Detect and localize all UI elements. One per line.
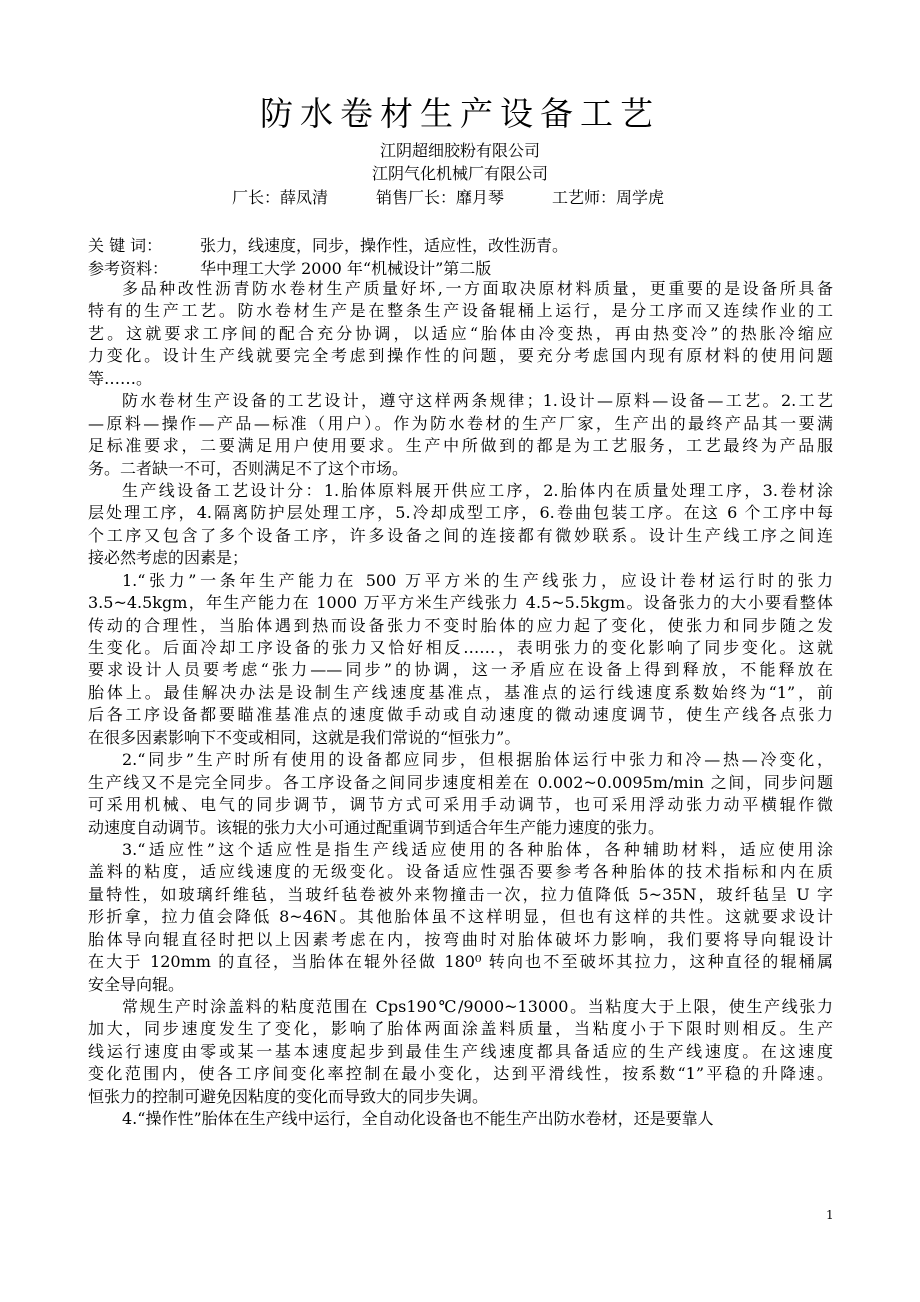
text-line: 线运行速度由零或某一基本速度起步到最佳生产线速度都具备适应的生产线速度。在这速度 (88, 1041, 833, 1061)
text-line: 传动的合理性，当胎体遇到热而设备张力不变时胎体的应力起了变化，使张力和同步随之发 (88, 615, 833, 635)
text-line: 足标准要求，二要满足用户使用要求。生产中所做到的都是为工艺服务，工艺最终为产品服 (88, 436, 833, 456)
document-body (88, 278, 833, 1131)
text-line: 2.“同步”生产时所有使用的设备都应同步，但根据胎体运行中张力和冷—热—冷变化， (122, 750, 833, 770)
text-line: 艺。这就要求工序间的配合充分协调，以适应“胎体由冷变热，再由热变冷”的热胀冷缩应 (88, 323, 833, 343)
company-2: 江阴气化机械厂有限公司 (371, 164, 548, 183)
text-line: 量特性，如玻璃纤维毡，当玻纤毡卷被外来物撞击一次，拉力值降低 5~35N，玻纤毡呈 U 字 (88, 884, 833, 904)
company-1: 江阴超细胶粉有限公司 (379, 141, 540, 160)
text-line: 要求设计人员要考虑“张力——同步”的协调，这一矛盾应在设备上得到释放，不能释放在 (88, 660, 833, 680)
sales-director: 销售厂长：靡月琴 (376, 188, 505, 207)
technologist: 工艺师：周学虎 (552, 188, 665, 207)
director: 厂长：薛凤清 (232, 188, 329, 207)
text-line: 1.“张力”一条年生产能力在 500 万平方米的生产线张力，应设计卷材运行时的张力 (122, 570, 833, 590)
text-line: 务。二者缺一不可，否则满足不了这个市场。 (88, 458, 409, 478)
keywords-line (88, 233, 568, 256)
text-line: 胎体上。最佳解决办法是设制生产线速度基准点，基准点的运行线速度系数始终为“1”，前 (88, 682, 833, 702)
page-number: 1 (826, 1208, 834, 1222)
people-line (232, 185, 664, 208)
keywords-label: 关 键 词： (88, 236, 163, 255)
text-line: 变化范围内，使各工序间变化率控制在最小变化，达到平滑线性，按系数“1”平稳的升降速。 (88, 1064, 833, 1084)
text-line: 在很多因素影响下不变或相同，这就是我们常说的“恒张力”。 (88, 727, 521, 747)
text-line: 接必然考虑的因素是； (88, 548, 249, 568)
reference-value: 华中理工大学 2000 年“机械设计”第二版 (200, 259, 492, 278)
text-line: 胎体导向辊直径时把以上因素考虑在内，按弯曲时对胎体破坏力影响，我们要将导向辊设计 (88, 929, 833, 949)
text-line: 盖料的粘度，适应线速度的无级变化。设备适应性强否要参考各种胎体的技术指标和内在质 (88, 862, 833, 882)
text-line: 在大于 120mm 的直径，当胎体在辊外径做 180⁰ 转向也不至破坏其拉力，这种直径的辊桶属 (88, 952, 833, 972)
text-line: 后各工序设备都要瞄准基准点的速度做手动或自动速度的微动速度调节，使生产线各点张力 (88, 705, 833, 725)
text-line: 特有的生产工艺。防水卷材生产是在整条生产设备辊桶上运行，是分工序而又连续作业的工 (88, 301, 833, 321)
text-line: 防水卷材生产设备的工艺设计，遵守这样两条规律；1.设计—原料—设备—工艺。2.工艺 (122, 391, 833, 411)
reference-label: 参考资料： (88, 259, 169, 278)
text-line: 形折拿，拉力值会降低 8~46N。其他胎体虽不这样明显，但也有这样的共性。这就要求设计 (88, 907, 833, 927)
document-title: 防水卷材生产设备工艺 (260, 94, 660, 133)
text-line: 3.5~4.5kgm，年生产能力在 1000 万平方米生产线张力 4.5~5.5kgm。设备张力的大小要看整体 (88, 593, 833, 613)
text-line: 生变化。后面冷却工序设备的张力又恰好相反……，表明张力的变化影响了同步变化。这就 (88, 638, 833, 657)
text-line: 等……。 (88, 368, 153, 388)
text-line: 安全导向辊。 (88, 974, 185, 994)
text-line: 力变化。设计生产线就要完全考虑到操作性的问题，要充分考虑国内现有原材料的使用问题 (88, 346, 833, 366)
keywords-value: 张力，线速度，同步，操作性，适应性，改性沥青。 (200, 236, 569, 255)
text-line: 4.“操作性”胎体在生产线中运行，全自动化设备也不能生产出防水卷材，还是要靠人 (122, 1109, 714, 1129)
reference-line (88, 256, 491, 279)
text-line: 个工序又包含了多个设备工序，许多设备之间的连接都有微妙联系。设计生产线工序之间连 (88, 525, 833, 545)
text-line: 生产线设备工艺设计分：1.胎体原料展开供应工序，2.胎体内在质量处理工序，3.卷材涂 (122, 480, 833, 500)
text-line: 常规生产时涂盖料的粘度范围在 Cps190℃/9000~13000。当粘度大于上限，使生产线张力 (122, 997, 833, 1016)
text-line: 层处理工序，4.隔离防护层处理工序，5.冷却成型工序，6.卷曲包装工序。在这 6 个工序中每 (88, 503, 833, 523)
text-line: 生产线又不是完全同步。各工序设备之间同步速度相差在 0.002~0.0095m/min 之间，同步问题 (88, 772, 833, 792)
text-line: 多品种改性沥青防水卷材生产质量好坏,一方面取决原材料质量，更重要的是设备所具备 (122, 279, 833, 298)
text-line: 恒张力的控制可避免因粘度的变化而导致大的同步失调。 (88, 1086, 489, 1106)
text-line: 加大，同步速度发生了变化，影响了胎体两面涂盖料质量，当粘度小于下限时则相反。生产 (88, 1019, 833, 1039)
text-line: 动速度自动调节。该辊的张力大小可通过配重调节到适合年生产能力速度的张力。 (88, 817, 665, 837)
text-line: 3.“适应性”这个适应性是指生产线适应使用的各种胎体，各种辅助材料，适应使用涂 (122, 839, 833, 859)
text-line: —原料—操作—产品—标准（用户）。作为防水卷材的生产厂家，生产出的最终产品其一要满 (88, 413, 833, 433)
text-line: 可采用机械、电气的同步调节，调节方式可采用手动调节，也可采用浮动张力动平横辊作微 (88, 795, 833, 815)
